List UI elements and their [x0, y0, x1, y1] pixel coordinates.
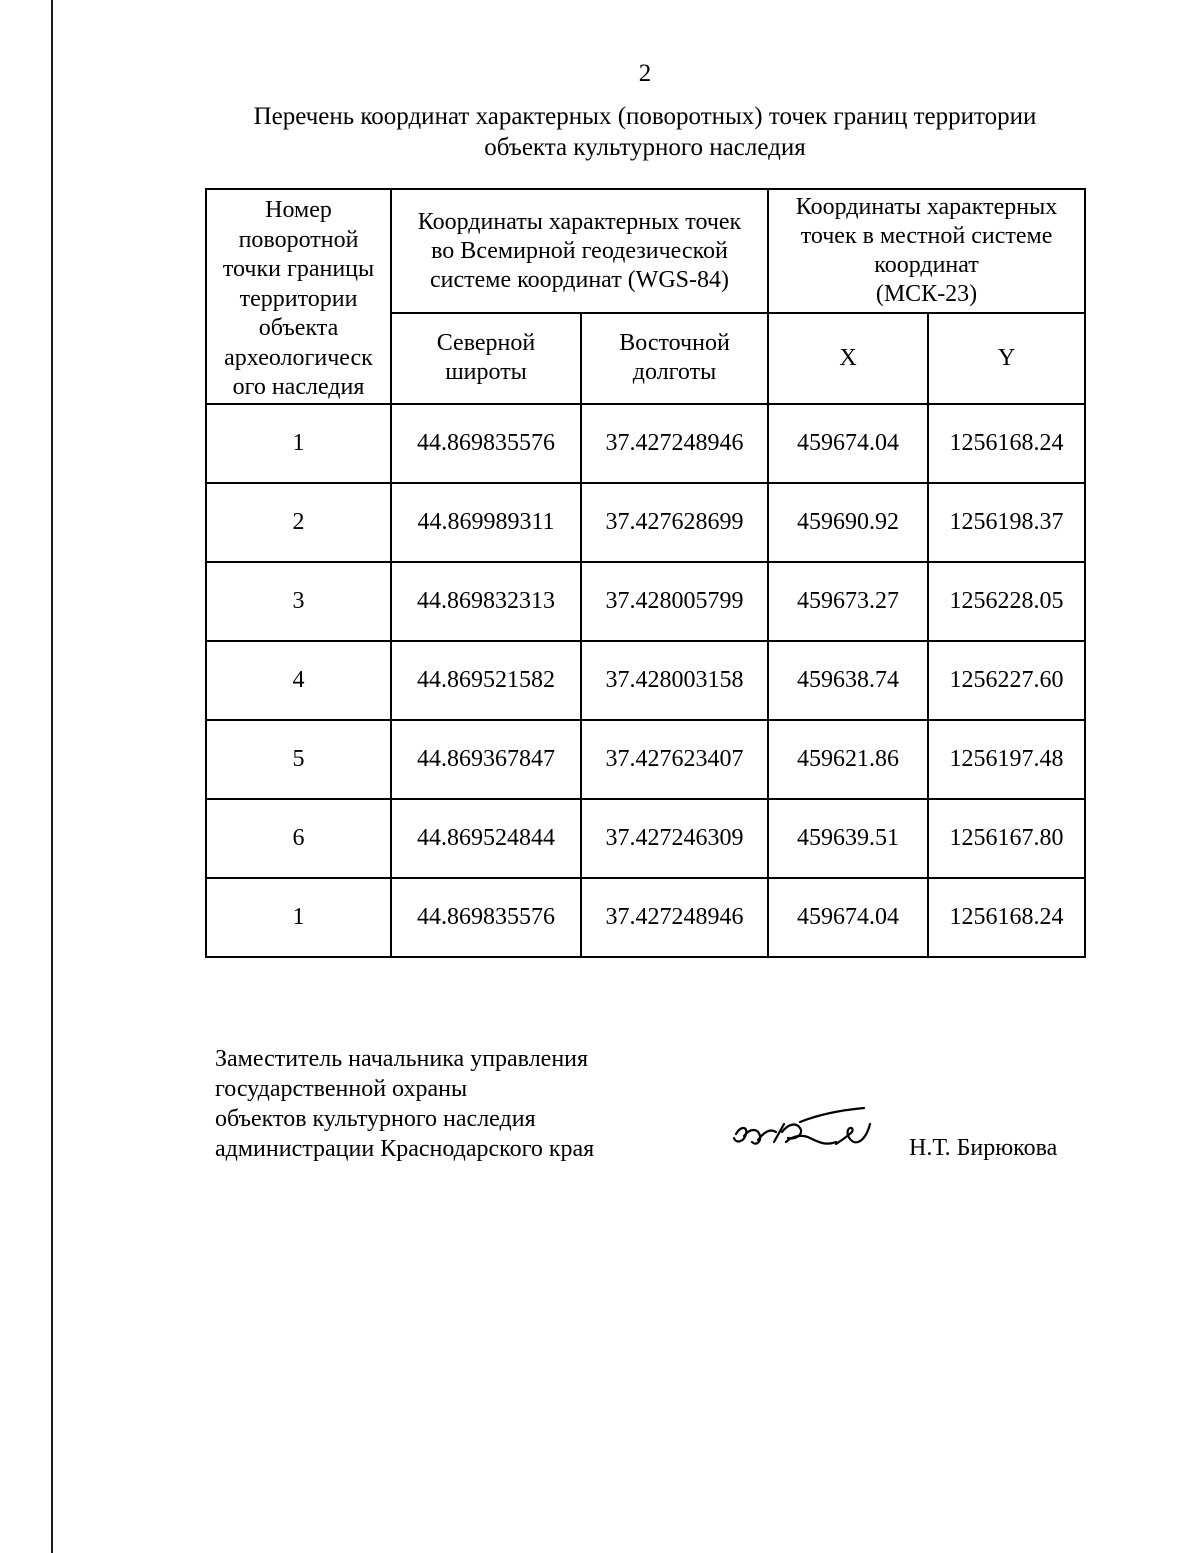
cell-latitude: 44.869367847 — [391, 720, 581, 799]
position-line: государственной охраны — [215, 1076, 468, 1102]
cell-point-number: 5 — [206, 720, 391, 799]
header-point-number: Номер поворотной точки границы территории объекта археологическ ого наследия — [206, 189, 391, 404]
cell-x: 459690.92 — [768, 483, 928, 562]
cell-longitude: 37.427628699 — [581, 483, 768, 562]
position-line: объектов культурного наследия — [215, 1106, 536, 1132]
cell-y: 1256227.60 — [928, 641, 1085, 720]
table-row — [206, 720, 1085, 799]
position-line: Заместитель начальника управления — [215, 1046, 589, 1072]
cell-longitude: 37.427248946 — [581, 878, 768, 957]
cell-point-number: 4 — [206, 641, 391, 720]
cell-x: 459621.86 — [768, 720, 928, 799]
cell-y: 1256168.24 — [928, 878, 1085, 957]
position-line: администрации Краснодарского края — [215, 1136, 595, 1162]
cell-longitude: 37.427248946 — [581, 404, 768, 483]
cell-longitude: 37.427246309 — [581, 799, 768, 878]
cell-x: 459673.27 — [768, 562, 928, 641]
cell-x: 459674.04 — [768, 878, 928, 957]
cell-point-number: 2 — [206, 483, 391, 562]
signer-name: Н.Т. Бирюкова — [909, 1135, 1058, 1161]
cell-y: 1256197.48 — [928, 720, 1085, 799]
header-north-latitude: Северной широты — [391, 313, 581, 403]
page-number: 2 — [638, 60, 652, 87]
cell-y: 1256228.05 — [928, 562, 1085, 641]
table-row — [206, 404, 1085, 483]
cell-point-number: 6 — [206, 799, 391, 878]
table-row — [206, 562, 1085, 641]
cell-longitude: 37.428005799 — [581, 562, 768, 641]
header-msk23-group: Координаты характерных точек в местной системе координат (МСК-23) — [768, 189, 1085, 313]
header-y: Y — [928, 313, 1085, 403]
cell-point-number: 3 — [206, 562, 391, 641]
table-row — [206, 878, 1085, 957]
cell-x: 459639.51 — [768, 799, 928, 878]
cell-latitude: 44.869832313 — [391, 562, 581, 641]
table-row — [206, 483, 1085, 562]
coordinates-table — [205, 188, 1086, 958]
cell-point-number: 1 — [206, 404, 391, 483]
title-line-1: Перечень координат характерных (поворотных) точек границ территории — [253, 103, 1037, 130]
cell-y: 1256168.24 — [928, 404, 1085, 483]
document-title — [200, 101, 1090, 163]
page-left-edge — [51, 0, 53, 1553]
cell-latitude: 44.869524844 — [391, 799, 581, 878]
cell-latitude: 44.869835576 — [391, 878, 581, 957]
header-x: X — [768, 313, 928, 403]
cell-latitude: 44.869521582 — [391, 641, 581, 720]
cell-x: 459638.74 — [768, 641, 928, 720]
signatory-position — [215, 1044, 594, 1164]
cell-longitude: 37.428003158 — [581, 641, 768, 720]
cell-latitude: 44.869835576 — [391, 404, 581, 483]
table-row — [206, 799, 1085, 878]
cell-x: 459674.04 — [768, 404, 928, 483]
table-row — [206, 641, 1085, 720]
cell-point-number: 1 — [206, 878, 391, 957]
header-east-longitude: Восточной долготы — [581, 313, 768, 403]
cell-longitude: 37.427623407 — [581, 720, 768, 799]
cell-y: 1256198.37 — [928, 483, 1085, 562]
header-wgs84-group: Координаты характерных точек во Всемирной геодезической системе координат (WGS-84) — [391, 189, 768, 313]
cell-y: 1256167.80 — [928, 799, 1085, 878]
title-line-2: объекта культурного наследия — [484, 134, 806, 161]
cell-latitude: 44.869989311 — [391, 483, 581, 562]
handwritten-signature-icon — [730, 1102, 895, 1162]
